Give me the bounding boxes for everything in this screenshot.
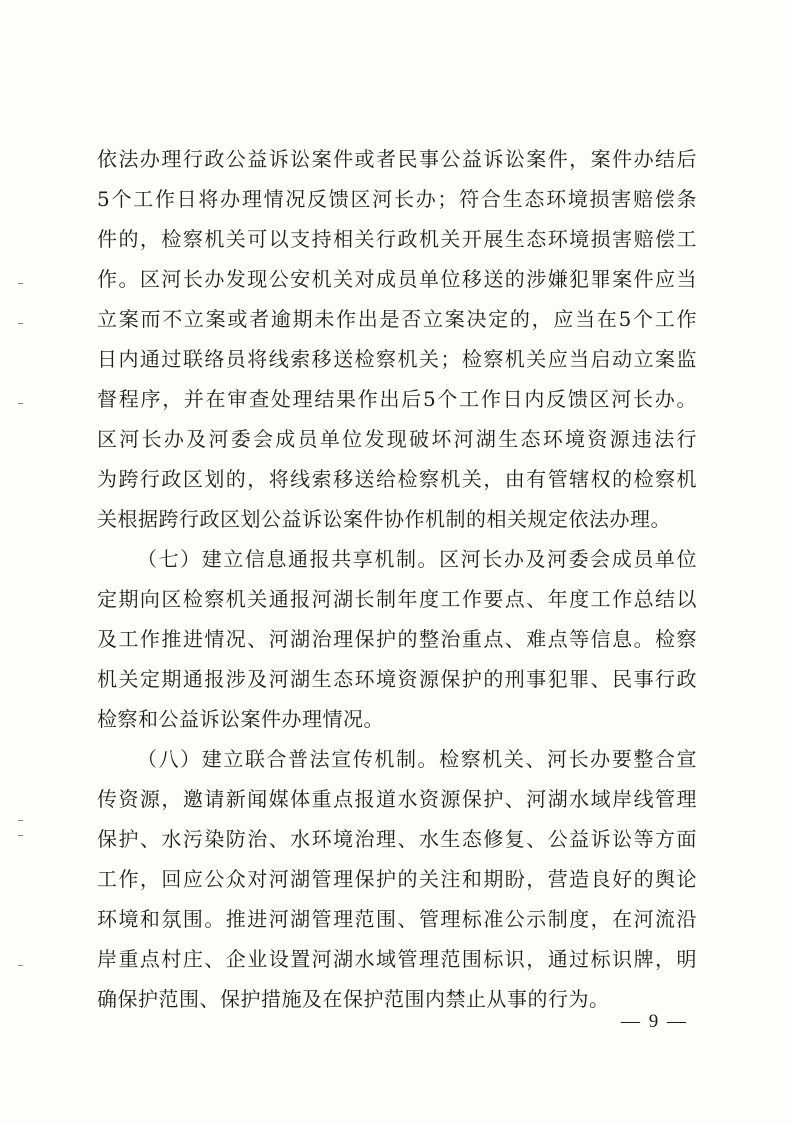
body-text — [97, 139, 697, 1019]
section-heading-line: （七）建立信息通报共享机制。区河长办及河委会成员单位 — [137, 547, 697, 571]
text-line: 立案而不立案或者逾期未作出是否立案决定的，应当在5个工作 — [97, 307, 697, 331]
text-line: 机关定期通报涉及河湖生态环境资源保护的刑事犯罪、民事行政 — [97, 667, 697, 691]
binding-mark — [18, 965, 23, 966]
binding-mark — [18, 283, 23, 284]
text-line: 定期向区检察机关通报河湖长制年度工作要点、年度工作总结以 — [97, 587, 697, 611]
text-line: 检察和公益诉讼案件办理情况。 — [97, 707, 384, 731]
binding-mark — [18, 820, 23, 821]
text-line: 区河长办及河委会成员单位发现破坏河湖生态环境资源违法行 — [97, 427, 697, 451]
text-line: 保护、水污染防治、水环境治理、水生态修复、公益诉讼等方面 — [97, 827, 697, 851]
text-line: 件的，检察机关可以支持相关行政机关开展生态环境损害赔偿工 — [97, 227, 697, 251]
text-line: 关根据跨行政区划公益诉讼案件协作机制的相关规定依法办理。 — [97, 507, 671, 531]
text-line: 5个工作日将办理情况反馈区河长办；符合生态环境损害赔偿条 — [97, 187, 697, 211]
text-line: 岸重点村庄、企业设置河湖水域管理范围标识，通过标识牌，明 — [97, 947, 697, 971]
text-line: 工作，回应公众对河湖管理保护的关注和期盼，营造良好的舆论 — [97, 867, 697, 891]
text-line: 依法办理行政公益诉讼案件或者民事公益诉讼案件，案件办结后 — [97, 147, 697, 171]
text-line: 作。区河长办发现公安机关对成员单位移送的涉嫌犯罪案件应当 — [97, 267, 697, 291]
text-line: 确保护范围、保护措施及在保护范围内禁止从事的行为。 — [97, 987, 610, 1011]
binding-mark — [18, 403, 23, 404]
binding-mark — [18, 323, 23, 324]
text-line: 日内通过联络员将线索移送检察机关；检察机关应当启动立案监 — [97, 347, 697, 371]
text-line: 及工作推进情况、河湖治理保护的整治重点、难点等信息。检察 — [97, 627, 697, 651]
text-line: 环境和氛围。推进河湖管理范围、管理标准公示制度，在河流沿 — [97, 907, 697, 931]
binding-mark — [18, 835, 23, 836]
text-line: 传资源，邀请新闻媒体重点报道水资源保护、河湖水域岸线管理 — [97, 787, 697, 811]
text-line: 为跨行政区划的，将线索移送给检察机关，由有管辖权的检察机 — [97, 467, 697, 491]
text-line: 督程序，并在审查处理结果作出后5个工作日内反馈区河长办。 — [97, 387, 697, 411]
page-number: — 9 — — [621, 1011, 688, 1032]
section-heading-line: （八）建立联合普法宣传机制。检察机关、河长办要整合宣 — [137, 747, 697, 771]
